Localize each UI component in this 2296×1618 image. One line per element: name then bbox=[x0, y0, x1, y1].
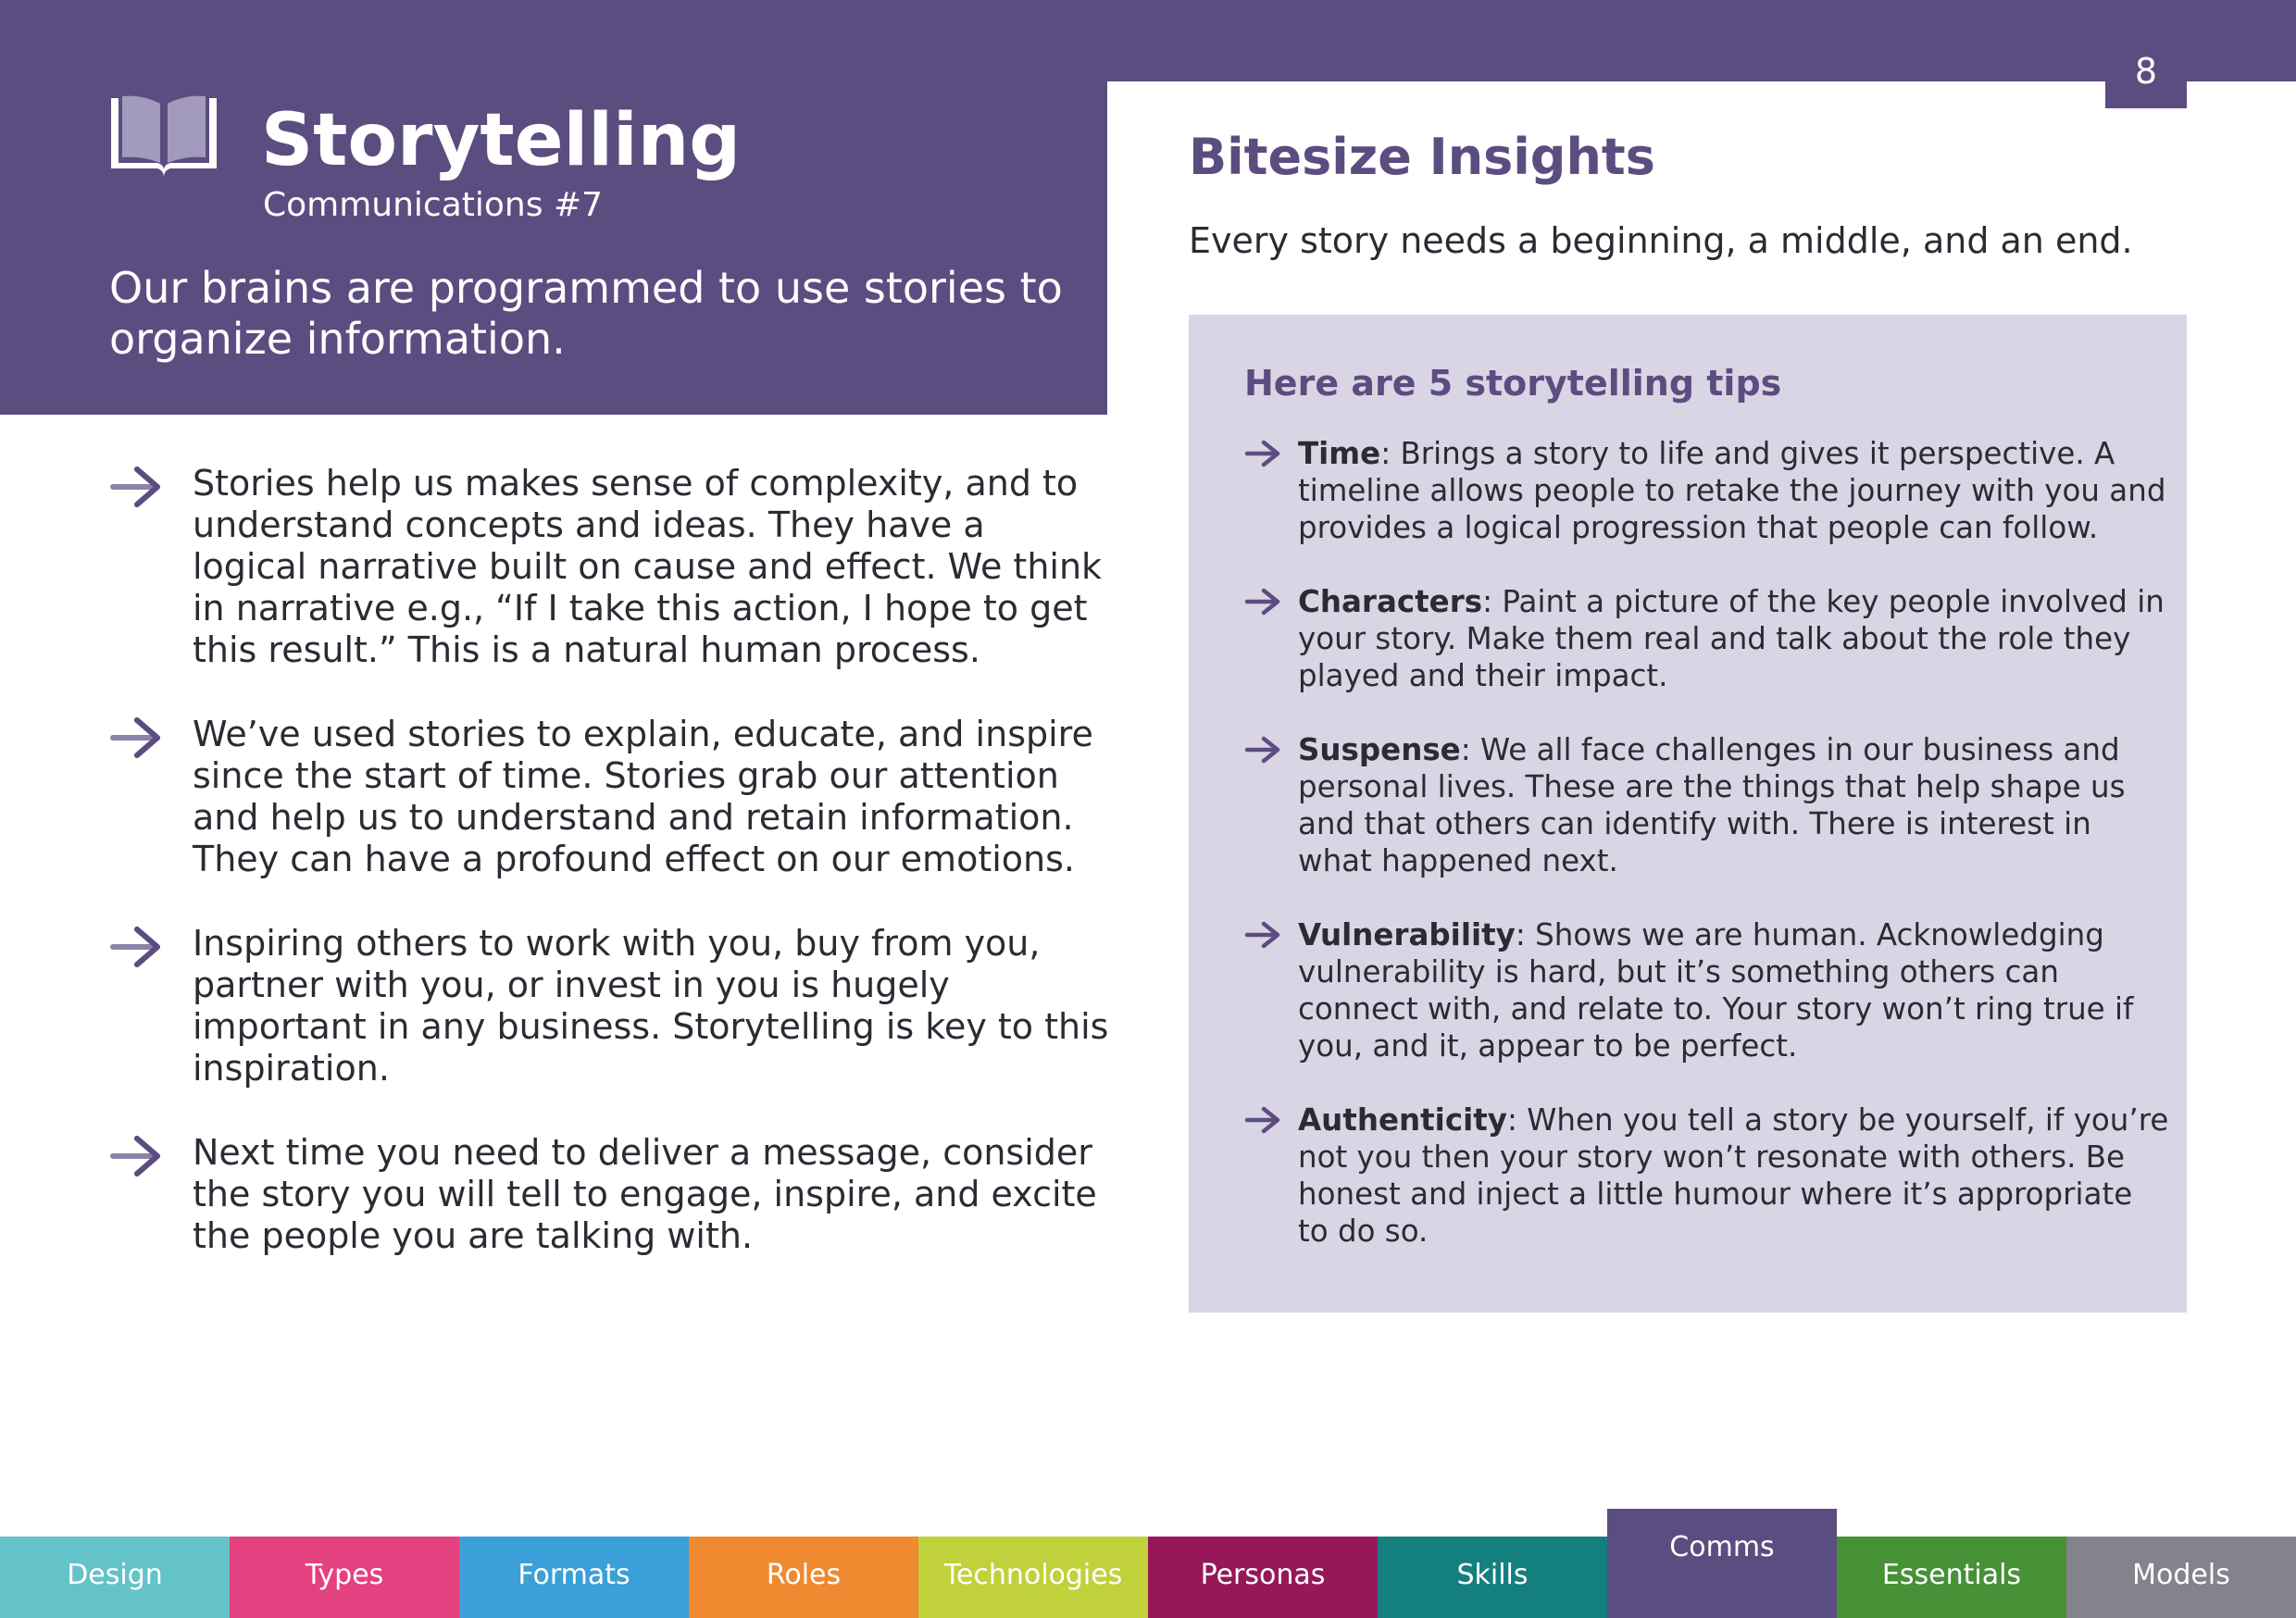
arrow-right-icon bbox=[109, 925, 163, 969]
list-item bbox=[109, 463, 1109, 671]
point-text: Stories help us makes sense of complexity, and to understand concepts and ideas. They have a logical narrative built on cause and effect. We think in narrative e.g., “If I take this action, I hope to get this result.” This is a natural human process. bbox=[193, 463, 1103, 670]
insights-heading: Bitesize Insights bbox=[1189, 128, 1655, 186]
insights-lead: Every story needs a beginning, a middle, and an end. bbox=[1189, 220, 2133, 261]
intro-text: Our brains are programmed to use stories to organize information. bbox=[109, 263, 1063, 364]
page-subtitle: Communications #7 bbox=[263, 186, 604, 224]
arrow-right-icon bbox=[1244, 920, 1281, 950]
tips-title: Here are 5 storytelling tips bbox=[1244, 363, 1782, 404]
tips-list bbox=[1244, 435, 2170, 1287]
tab-design[interactable]: Design bbox=[0, 1537, 230, 1618]
tip-text: : When you tell a story be yourself, if you’re not you then your story won’t resonate with others. Be honest and inject a little humour where it’s appropriate to do so. bbox=[1298, 1102, 2169, 1249]
tip-item bbox=[1244, 583, 2170, 694]
tip-term: Authenticity bbox=[1298, 1102, 1507, 1138]
point-text: Inspiring others to work with you, buy from you, partner with you, or invest in you is hugely important in any business. Storytelling is key to this inspiration. bbox=[193, 923, 1109, 1089]
arrow-right-icon bbox=[1244, 1105, 1281, 1135]
tip-item bbox=[1244, 435, 2170, 546]
tab-technologies[interactable]: Technologies bbox=[918, 1537, 1148, 1618]
tip-text: : Paint a picture of the key people involved in your story. Make them real and talk about the role they played and their impact. bbox=[1298, 584, 2165, 693]
tip-text: : Brings a story to life and gives it perspective. A timeline allows people to retake the journey with you and provides a logical progression that people can follow. bbox=[1298, 436, 2166, 545]
arrow-right-icon bbox=[1244, 439, 1281, 468]
tips-panel bbox=[1189, 315, 2187, 1313]
tip-text: : We all face challenges in our business and personal lives. These are the things that help shape us and that others can identify with. There is interest in what happened next. bbox=[1298, 732, 2126, 878]
tip-text: : Shows we are human. Acknowledging vulnerability is hard, but it’s something others can connect with, and relate to. Your story won’t ring true if you, and it, appear to be perfect. bbox=[1298, 917, 2134, 1064]
arrow-right-icon bbox=[109, 465, 163, 509]
tip-term: Time bbox=[1298, 436, 1381, 471]
tab-personas[interactable]: Personas bbox=[1148, 1537, 1378, 1618]
page-title: Storytelling bbox=[261, 99, 742, 182]
tip-item bbox=[1244, 731, 2170, 879]
arrow-right-icon bbox=[1244, 735, 1281, 765]
list-item bbox=[109, 1132, 1109, 1257]
arrow-right-icon bbox=[1244, 587, 1281, 616]
list-item bbox=[109, 923, 1109, 1089]
open-book-icon bbox=[107, 93, 220, 181]
arrow-right-icon bbox=[109, 1134, 163, 1178]
tab-roles[interactable]: Roles bbox=[689, 1537, 918, 1618]
tab-essentials[interactable]: Essentials bbox=[1837, 1537, 2066, 1618]
list-item bbox=[109, 714, 1109, 880]
key-points-list bbox=[109, 463, 1109, 1300]
section-tab-bar bbox=[0, 1509, 2296, 1618]
tip-item bbox=[1244, 1101, 2170, 1250]
tip-term: Vulnerability bbox=[1298, 917, 1516, 952]
tip-term: Suspense bbox=[1298, 732, 1461, 767]
tip-term: Characters bbox=[1298, 584, 1483, 619]
point-text: Next time you need to deliver a message, consider the story you will tell to engage, inspire, and excite the people you are talking with. bbox=[193, 1132, 1097, 1256]
tab-comms[interactable]: Comms bbox=[1607, 1509, 1837, 1618]
tab-types[interactable]: Types bbox=[230, 1537, 459, 1618]
tip-item bbox=[1244, 916, 2170, 1064]
point-text: We’ve used stories to explain, educate, and inspire since the start of time. Stories grab our attention and help us to understand and retain information. They can have a profound effect on our emotions. bbox=[193, 714, 1093, 879]
page-number: 8 bbox=[2105, 48, 2187, 108]
tab-formats[interactable]: Formats bbox=[459, 1537, 689, 1618]
tab-skills[interactable]: Skills bbox=[1378, 1537, 1607, 1618]
arrow-right-icon bbox=[109, 716, 163, 760]
tab-models[interactable]: Models bbox=[2066, 1537, 2296, 1618]
